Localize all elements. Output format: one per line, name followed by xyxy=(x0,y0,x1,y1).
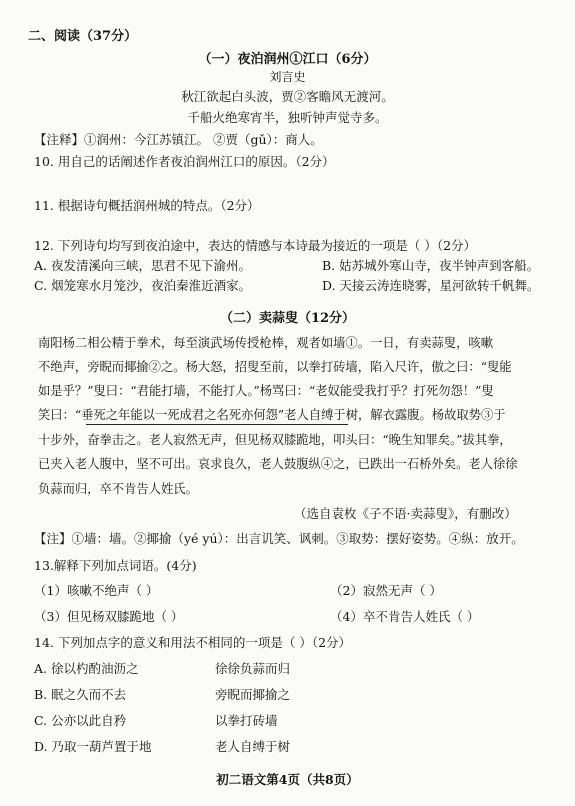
passage-line-7: 负蒜而归，卒不肯告人姓氏。 xyxy=(38,482,198,496)
passage-line-1: 南阳杨二相公精于拳术，每至演武场传授枪棒，观者如墙①。一日，有卖蒜叟，咳嗽 xyxy=(38,336,493,350)
poem-line-2: 千船火绝寒宵半，独听钟声觉寺多。 xyxy=(187,110,388,125)
question-14-option-a-right: 徐徐负蒜而归 xyxy=(215,661,291,676)
question-14-stem: 14. 下列加点字的意义和用法不相同的一项是（ ）（2分） xyxy=(34,635,352,650)
question-13-item-1: （1）咳嗽不绝声（ ） xyxy=(34,583,159,598)
question-14-option-b-left: B. 眠之久而不去 xyxy=(34,687,127,702)
question-12-option-c: C. 烟笼寒水月笼沙，夜泊秦淮近酒家。 xyxy=(34,278,252,293)
question-14-option-d-left: D. 乃取一葫芦置于地 xyxy=(34,739,152,754)
passage-source: （选自袁枚《子不语·卖蒜叟》，有删改） xyxy=(294,506,517,521)
question-13-item-3: （3）但见杨双膝跪地（ ） xyxy=(34,609,184,624)
question-13-stem: 13.解释下列加点词语。(4分) xyxy=(34,558,197,573)
passage-underline xyxy=(86,424,348,425)
section-title: 二、阅读（37分） xyxy=(28,29,138,44)
question-13-item-4: （4）卒不肯告人姓氏（ ） xyxy=(330,609,480,624)
question-14-option-c-right: 以拳打砖墙 xyxy=(215,713,278,728)
part1-author: 刘言史 xyxy=(269,70,306,84)
passage-line-4: 笑曰：“垂死之年能以一死成君之名死亦何怨”老人自缚于树，解衣露腹。杨故取势③于 xyxy=(38,408,506,422)
question-14-option-d-right: 老人自缚于树 xyxy=(215,739,291,754)
question-14-option-b-right: 旁睨而揶揄之 xyxy=(215,687,291,702)
question-10: 10. 用自己的话阐述作者夜泊润州江口的原因。（2分） xyxy=(34,154,335,169)
page-footer: 初二语文第4页（共8页） xyxy=(216,772,359,787)
question-12-option-a: A. 夜发清溪向三峡，思君不见下渝州。 xyxy=(34,258,251,273)
question-14-option-c-left: C. 公亦以此自矜 xyxy=(34,713,127,728)
question-13-item-2: （2）寂然无声（ ） xyxy=(330,583,442,598)
part2-title: （二）卖蒜叟（12分） xyxy=(219,311,356,326)
passage-line-3: 如是乎？”叟曰：“君能打墙，不能打人。”杨骂曰：“老奴能受我打乎？打死勿怨！”叟 xyxy=(38,384,494,398)
passage-line-5: 十步外，奋拳击之。老人寂然无声，但见杨双膝跪地，叩头曰：“晚生知罪矣。”拔其拳， xyxy=(38,433,512,447)
question-12-option-b: B. 姑苏城外寒山寺，夜半钟声到客船。 xyxy=(322,258,540,273)
poem-line-1: 秋江欲起白头波，贾②客瞻风无渡河。 xyxy=(181,89,394,104)
part1-title: （一）夜泊润州①江口（6分） xyxy=(198,52,377,67)
passage-line-2: 不绝声，旁睨而揶揄②之。杨大怒，招叟至前，以拳打砖墙，陷入尺许，傲之曰：“叟能 xyxy=(38,360,512,374)
part2-note: 【注】①墙：墙。②揶揄（yé yú）：出言讥笑、讽刺。③取势：摆好姿势。④纵：放开。 xyxy=(34,531,524,546)
question-14-option-a-left: A. 徐以杓酌油沥之 xyxy=(34,661,139,676)
passage-line-6: 已夹入老人腹中，坚不可出。哀求良久，老人鼓腹纵④之，已跌出一石桥外矣。老人徐徐 xyxy=(38,457,518,471)
question-11: 11. 根据诗句概括润州城的特点。（2分） xyxy=(34,198,260,213)
question-12-stem: 12. 下列诗句均写到夜泊途中，表达的情感与本诗最为接近的一项是（ ）（2分） xyxy=(34,238,477,253)
part1-note: 【注释】①润州：今江苏镇江。 ②贾（gǔ）：商人。 xyxy=(34,132,323,147)
question-12-option-d: D. 天接云涛连晓雾，星河欲转千帆舞。 xyxy=(322,278,540,293)
